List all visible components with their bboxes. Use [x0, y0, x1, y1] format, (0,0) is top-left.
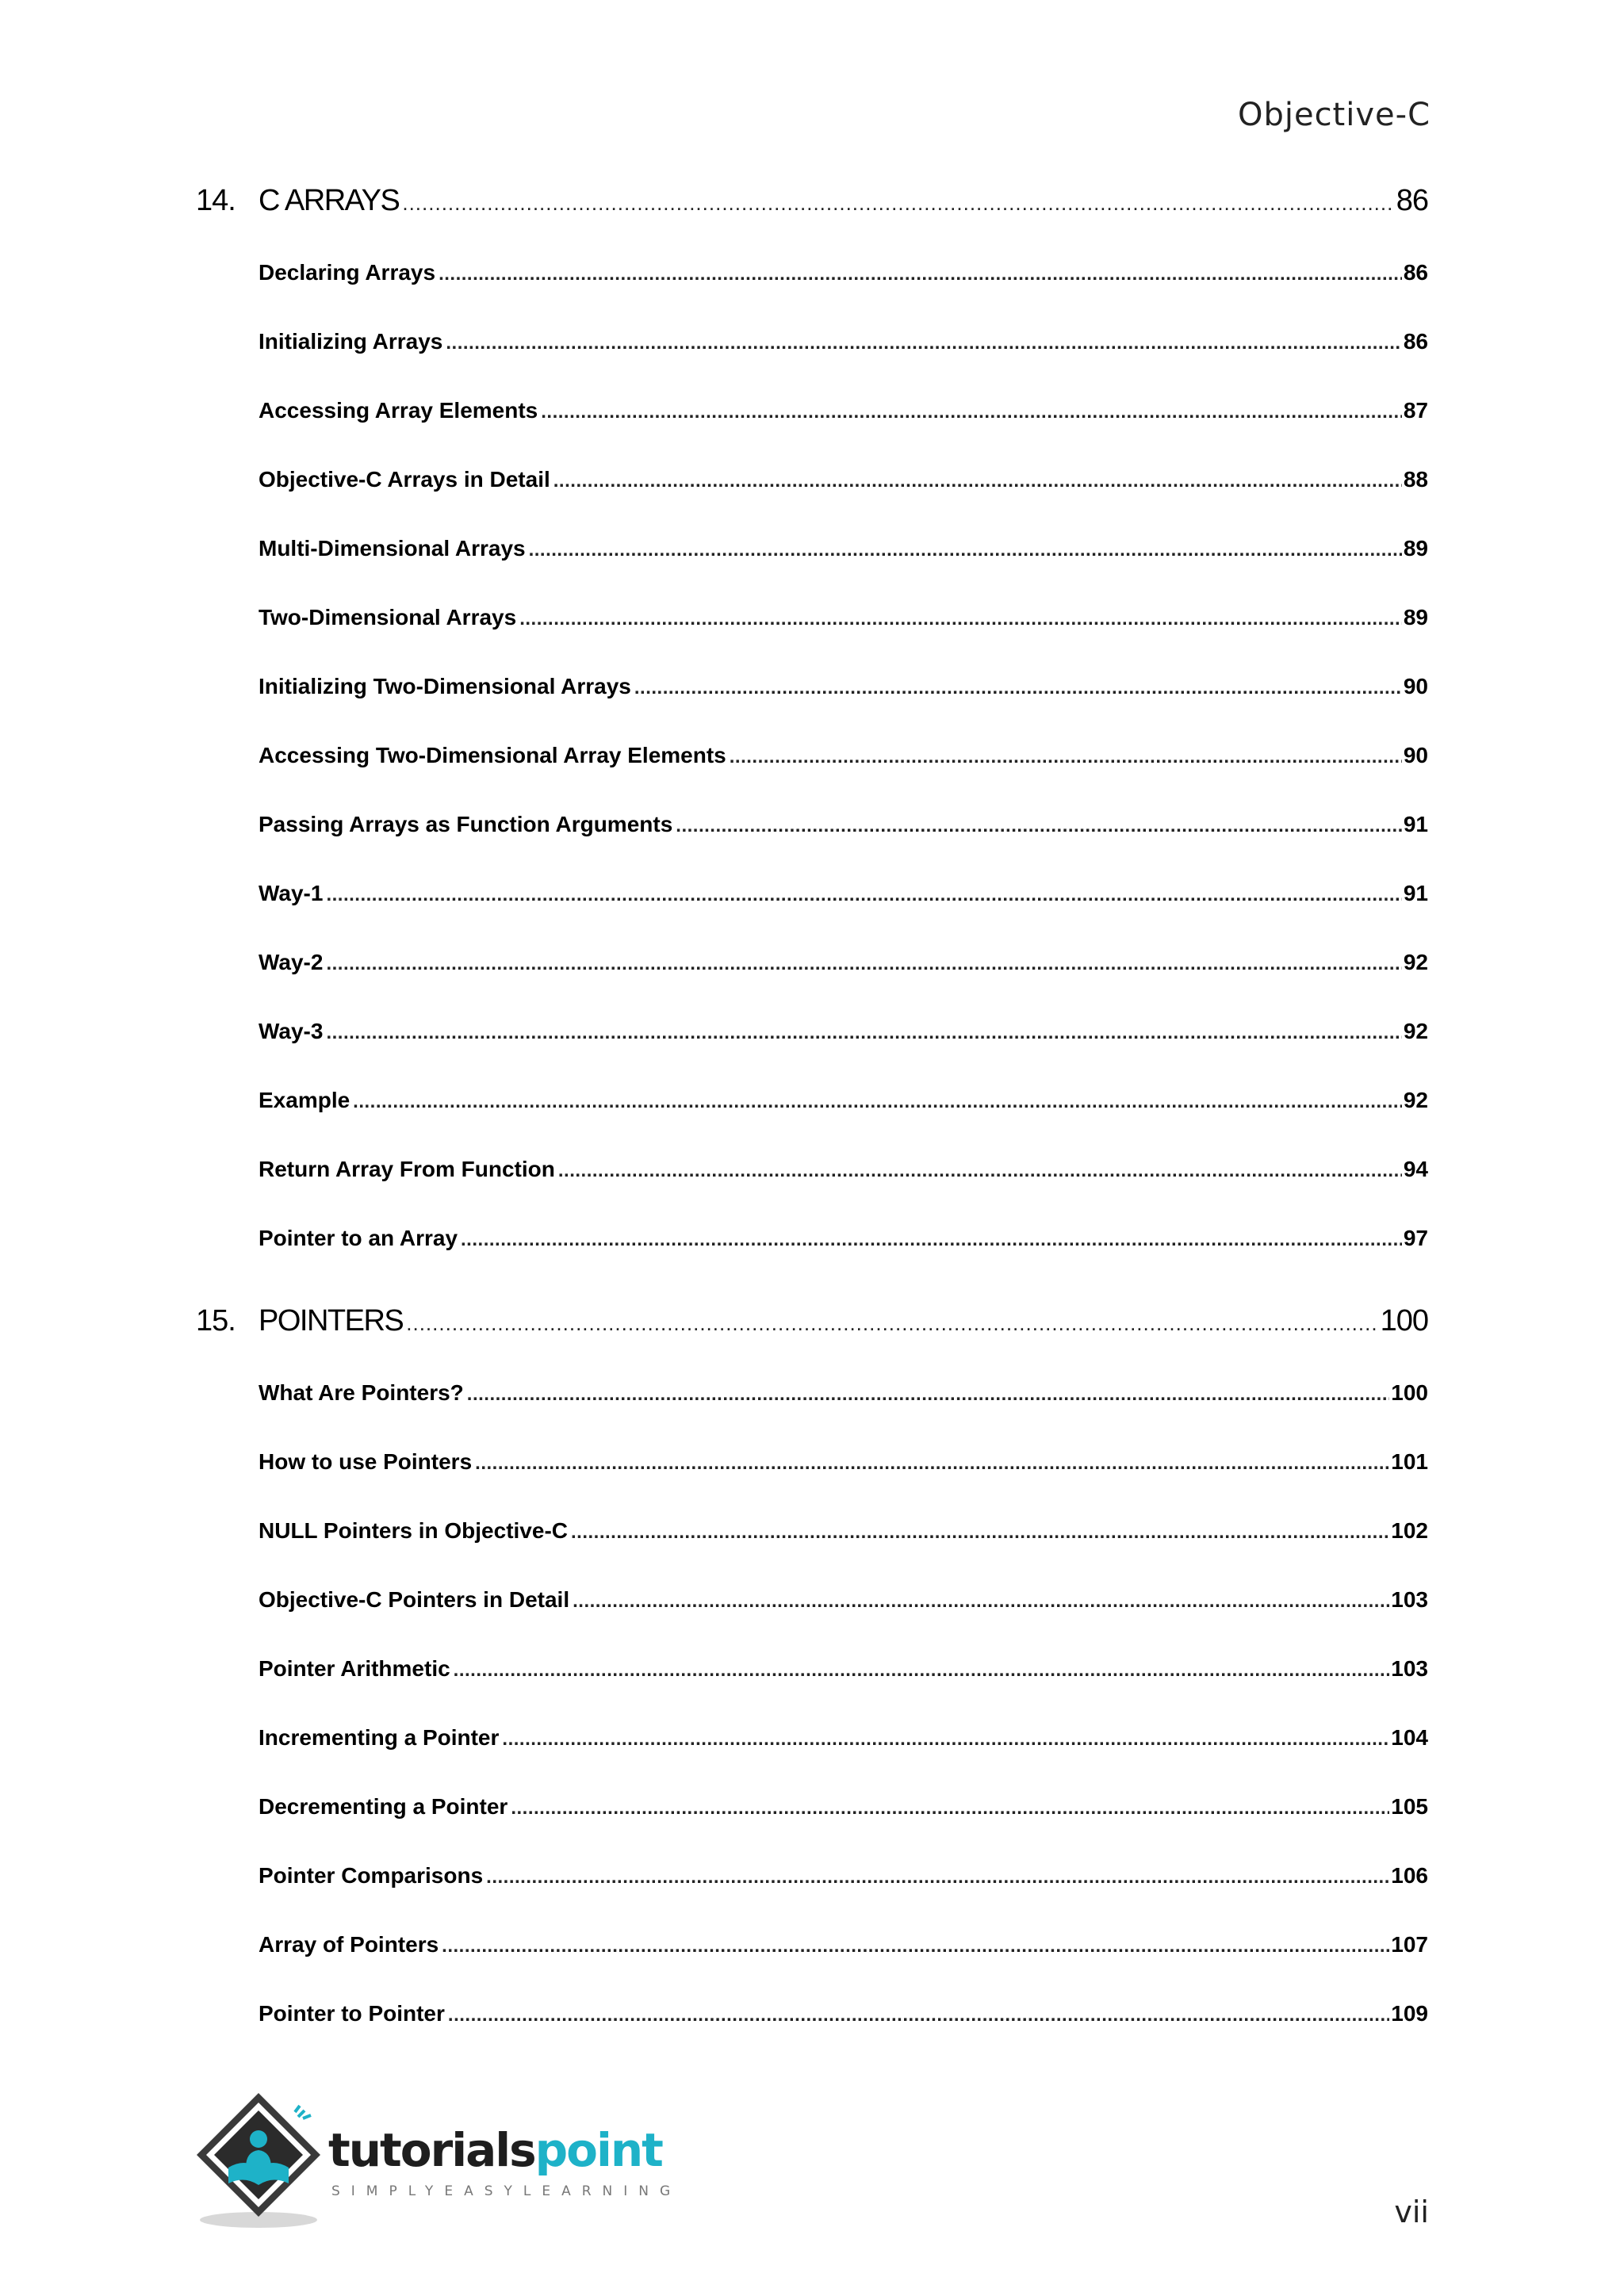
dot-leader: [406, 1311, 1377, 1336]
running-header: Objective-C: [1237, 97, 1431, 133]
entry-page-number: 101: [1391, 1449, 1428, 1474]
dot-leader: [541, 401, 1402, 423]
entry-title: Way-3: [259, 1019, 324, 1043]
table-of-contents: [196, 184, 1428, 2070]
entry-page-number: 94: [1403, 1157, 1428, 1181]
dot-leader: [448, 2004, 1389, 2026]
dot-leader: [326, 1022, 1401, 1044]
entry-page-number: 103: [1391, 1587, 1428, 1612]
entry-title: Return Array From Function: [259, 1157, 555, 1181]
entry-title: Pointer to an Array: [259, 1226, 458, 1250]
toc-entry[interactable]: [259, 329, 1428, 398]
toc-entry[interactable]: [259, 881, 1428, 950]
toc-entry[interactable]: [259, 1088, 1428, 1157]
toc-chapter[interactable]: [196, 184, 1428, 252]
entry-page-number: 88: [1403, 467, 1428, 492]
logo-wordmark: [328, 2123, 662, 2177]
toc-entry[interactable]: [259, 674, 1428, 743]
chapter-number: 15.: [196, 1304, 236, 1337]
entry-page-number: 91: [1403, 881, 1428, 905]
entry-title: Multi-Dimensional Arrays: [259, 536, 526, 561]
dot-leader: [529, 539, 1402, 561]
dot-leader: [519, 608, 1402, 630]
entry-title: What Are Pointers?: [259, 1380, 464, 1405]
page-number: vii: [1394, 2195, 1429, 2229]
entry-title: Objective-C Arrays in Detail: [259, 467, 550, 492]
entry-title: Two-Dimensional Arrays: [259, 605, 517, 629]
toc-entry[interactable]: [259, 1794, 1428, 1863]
toc-entry[interactable]: [259, 536, 1428, 605]
dot-leader: [573, 1590, 1389, 1613]
entry-title: Initializing Two-Dimensional Arrays: [259, 674, 631, 698]
toc-entry[interactable]: [259, 1863, 1428, 1932]
dot-leader: [446, 332, 1401, 354]
entry-page-number: 92: [1403, 950, 1428, 974]
dot-leader: [558, 1160, 1402, 1182]
dot-leader: [676, 815, 1402, 837]
logo-tagline: SIMPLYEASYLEARNING: [331, 2183, 682, 2199]
toc-entry[interactable]: [259, 1449, 1428, 1518]
toc-entry[interactable]: [259, 398, 1428, 467]
entry-page-number: 106: [1391, 1863, 1428, 1888]
entry-title: How to use Pointers: [259, 1449, 473, 1474]
toc-entry[interactable]: [259, 1587, 1428, 1656]
dot-leader: [553, 470, 1402, 492]
entry-title: Objective-C Pointers in Detail: [259, 1587, 570, 1612]
toc-entry[interactable]: [259, 1380, 1428, 1449]
toc-entry[interactable]: [259, 1157, 1428, 1226]
dot-leader: [486, 1866, 1389, 1888]
entry-page-number: 89: [1403, 605, 1428, 629]
entry-title: Pointer Comparisons: [259, 1863, 484, 1888]
entry-page-number: 103: [1391, 1656, 1428, 1681]
dot-leader: [467, 1383, 1390, 1406]
entry-title: Incrementing a Pointer: [259, 1725, 500, 1750]
entry-page-number: 90: [1403, 674, 1428, 698]
section-gap: [196, 1295, 1428, 1304]
entry-page-number: 87: [1403, 398, 1428, 423]
entry-page-number: 86: [1403, 260, 1428, 285]
dot-leader: [475, 1452, 1389, 1475]
dot-leader: [730, 746, 1402, 768]
entry-page-number: 107: [1391, 1932, 1428, 1957]
entry-title: Way-2: [259, 950, 324, 974]
entry-title: Pointer Arithmetic: [259, 1656, 450, 1681]
toc-entry[interactable]: [259, 1019, 1428, 1088]
entry-page-number: 91: [1403, 812, 1428, 836]
dot-leader: [454, 1659, 1390, 1682]
logo-wordmark-tutorials: tutorials: [328, 2123, 535, 2177]
entry-page-number: 86: [1403, 329, 1428, 354]
toc-chapter[interactable]: [196, 1304, 1428, 1372]
entry-title: Accessing Two-Dimensional Array Elements: [259, 743, 726, 767]
entry-title: Passing Arrays as Function Arguments: [259, 812, 673, 836]
chapter-page-number: 100: [1380, 1304, 1428, 1337]
entry-title: Example: [259, 1088, 350, 1112]
chapter-number: 14.: [196, 184, 236, 217]
dot-leader: [353, 1091, 1402, 1113]
toc-entry[interactable]: [259, 950, 1428, 1019]
dot-leader: [442, 1935, 1389, 1957]
toc-entry[interactable]: [259, 1725, 1428, 1794]
toc-entry[interactable]: [259, 812, 1428, 881]
toc-entry[interactable]: [259, 2001, 1428, 2070]
entry-page-number: 90: [1403, 743, 1428, 767]
dot-leader: [326, 884, 1401, 906]
entry-title: Declaring Arrays: [259, 260, 436, 285]
dot-leader: [461, 1229, 1402, 1251]
dot-leader: [502, 1728, 1389, 1751]
toc-entry[interactable]: [259, 1226, 1428, 1295]
dot-leader: [571, 1521, 1389, 1544]
entry-title: Initializing Arrays: [259, 329, 443, 354]
chapter-page-number: 86: [1396, 184, 1428, 217]
entry-page-number: 97: [1403, 1226, 1428, 1250]
toc-entry[interactable]: [259, 1656, 1428, 1725]
logo-wordmark-point: point: [534, 2123, 662, 2177]
toc-entry[interactable]: [259, 467, 1428, 536]
entry-page-number: 102: [1391, 1518, 1428, 1543]
toc-entry[interactable]: [259, 260, 1428, 329]
toc-entry[interactable]: [259, 743, 1428, 812]
entry-page-number: 89: [1403, 536, 1428, 561]
dot-leader: [439, 263, 1402, 285]
chapter-title: POINTERS: [259, 1304, 404, 1337]
entry-page-number: 104: [1391, 1725, 1428, 1750]
toc-entry[interactable]: [259, 1518, 1428, 1587]
entry-title: Way-1: [259, 881, 324, 905]
entry-title: Array of Pointers: [259, 1932, 439, 1957]
entry-title: NULL Pointers in Objective-C: [259, 1518, 568, 1543]
entry-page-number: 92: [1403, 1088, 1428, 1112]
entry-page-number: 105: [1391, 1794, 1428, 1819]
entry-title: Decrementing a Pointer: [259, 1794, 508, 1819]
entry-page-number: 92: [1403, 1019, 1428, 1043]
toc-entry[interactable]: [259, 605, 1428, 674]
dot-leader: [634, 677, 1402, 699]
entry-title: Accessing Array Elements: [259, 398, 538, 423]
entry-page-number: 109: [1391, 2001, 1428, 2026]
entry-title: Pointer to Pointer: [259, 2001, 445, 2026]
entry-page-number: 100: [1391, 1380, 1428, 1405]
tutorialspoint-logo: [193, 2088, 682, 2231]
toc-entry[interactable]: [259, 1932, 1428, 2001]
dot-leader: [402, 191, 1392, 216]
dot-leader: [511, 1797, 1389, 1820]
chapter-title: C ARRAYS: [259, 184, 400, 217]
dot-leader: [326, 953, 1401, 975]
